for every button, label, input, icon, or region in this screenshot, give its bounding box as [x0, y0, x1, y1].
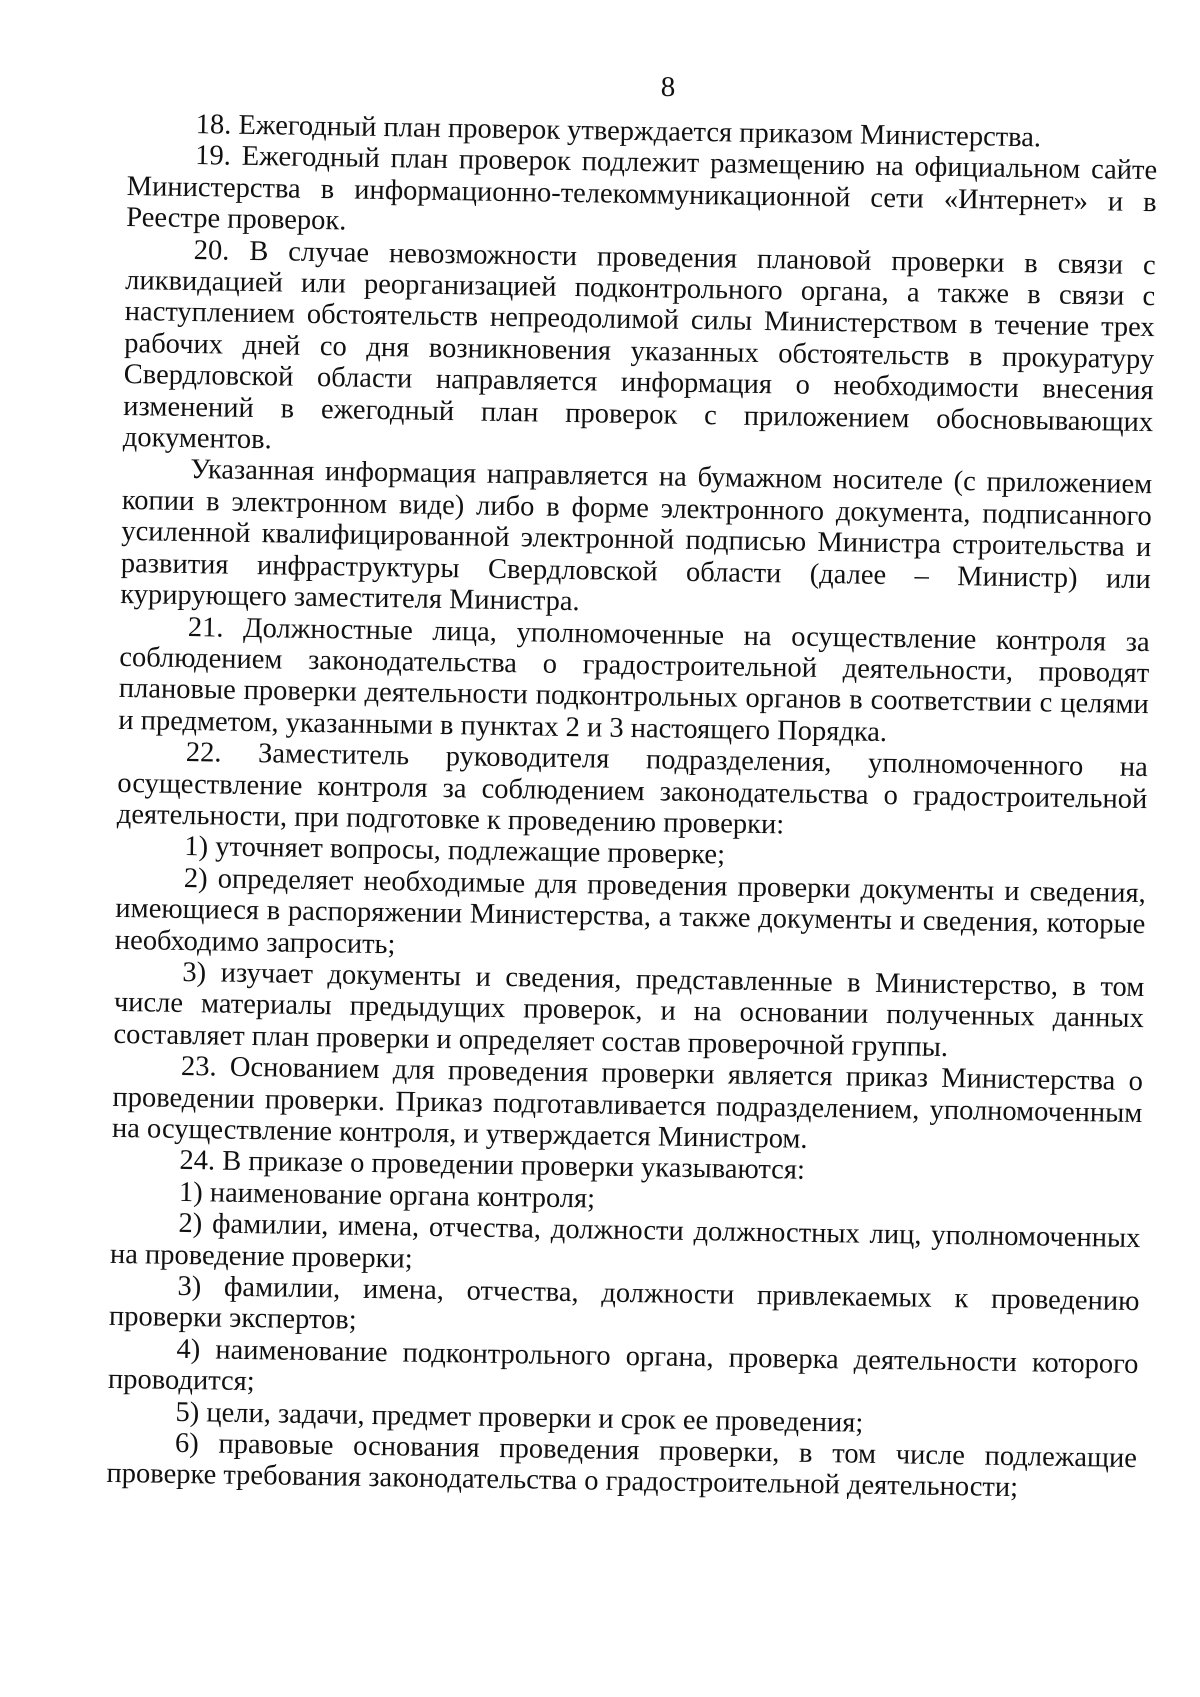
document-body — [106, 108, 1158, 1506]
paragraph-22-item-2: 2) определяет необходимые для проведения проверки документы и сведения, имеющиеся в распоряжении Министерства, а также документы и сведения, которые необходимо запросить; — [114, 862, 1147, 960]
paragraph-22-item-1: 1) уточняет вопросы, подлежащие проверке; — [184, 831, 726, 871]
paragraph-20-information: Указанная информация направляется на бумажном носителе (с приложением копии в электронном виде) либо в форме электронного документа, подписанного усиленной квалифицированной электронной подписью Министра строительства и развития инфраструктуры Свердловской области (далее – Министр) или курирующего заместителя Министра. — [120, 454, 1153, 618]
paragraph-24-item-2: 2) фамилии, имена, отчества, должности должностных лиц, уполномоченных на проведение проверки; — [109, 1208, 1141, 1275]
page-number: 8 — [660, 71, 676, 103]
paragraph-21: 21. Должностные лица, уполномоченные на осуществление контроля за соблюдением законодательства о градостроительной деятельности, проводят плановые проверки деятельности подконтрольных органов в соответствии с целями и предметом, указанными в пунктах 2 и 3 настоящего Порядка. — [118, 611, 1150, 748]
paragraph-24-item-5: 5) цели, задачи, предмет проверки и срок ее проведения; — [175, 1396, 864, 1439]
paragraph-24-item-6: 6) правовые основания проведения проверки, в том числе подлежащие проверке требования законодательства о градостроительной деятельности; — [106, 1427, 1138, 1504]
paragraph-23: 23. Основанием для проведения проверки является приказ Министерства о проведении проверки. Приказ подготавливается подразделением, уполномоченным на осуществление контроля, и утверждается Министром. — [111, 1051, 1144, 1155]
paragraph-22: 22. Заместитель руководителя подразделения, уполномоченного на осуществление контроля за соблюдением законодательства о градостроительной деятельности, при подготовке к проведению проверки: — [116, 737, 1149, 841]
paragraph-24-item-1: 1) наименование органа контроля; — [178, 1176, 596, 1215]
paragraph-22-item-3: 3) изучает документы и сведения, представленные в Министерство, в том числе материалы предыдущих проверок, и на основании полученных данных составляет план проверки и определяет состав проверочной группы. — [113, 956, 1145, 1063]
paragraph-20: 20. В случае невозможности проведения плановой проверки в связи с ликвидацией или реорганизацией подконтрольного органа, а также в связи с наступлением обстоятельств непреодолимой силы Министерством в течение трех рабочих дней со дня возникновения указанных обстоятельств в прокуратуру Свердловской области направляется информация о необходимости внесения изменений в ежегодный план проверок с приложением обосновывающих документов. — [122, 234, 1156, 456]
paragraph-19: 19. Ежегодный план проверок подлежит размещению на официальном сайте Министерства в информационно-телекоммуникационной сети «Интернет» и в Реестре проверок. — [126, 140, 1158, 237]
paragraph-18: 18. Ежегодный план проверок утверждается приказом Министерства. — [195, 109, 1042, 154]
paragraph-24-item-3: 3) фамилии, имена, отчества, должности привлекаемых к проведению проверки экспертов; — [108, 1270, 1140, 1337]
paragraph-24: 24. В приказе о проведении проверки указываются: — [179, 1145, 806, 1187]
paragraph-24-item-4: 4) наименование подконтрольного органа, проверка деятельности которого проводится; — [107, 1333, 1139, 1398]
